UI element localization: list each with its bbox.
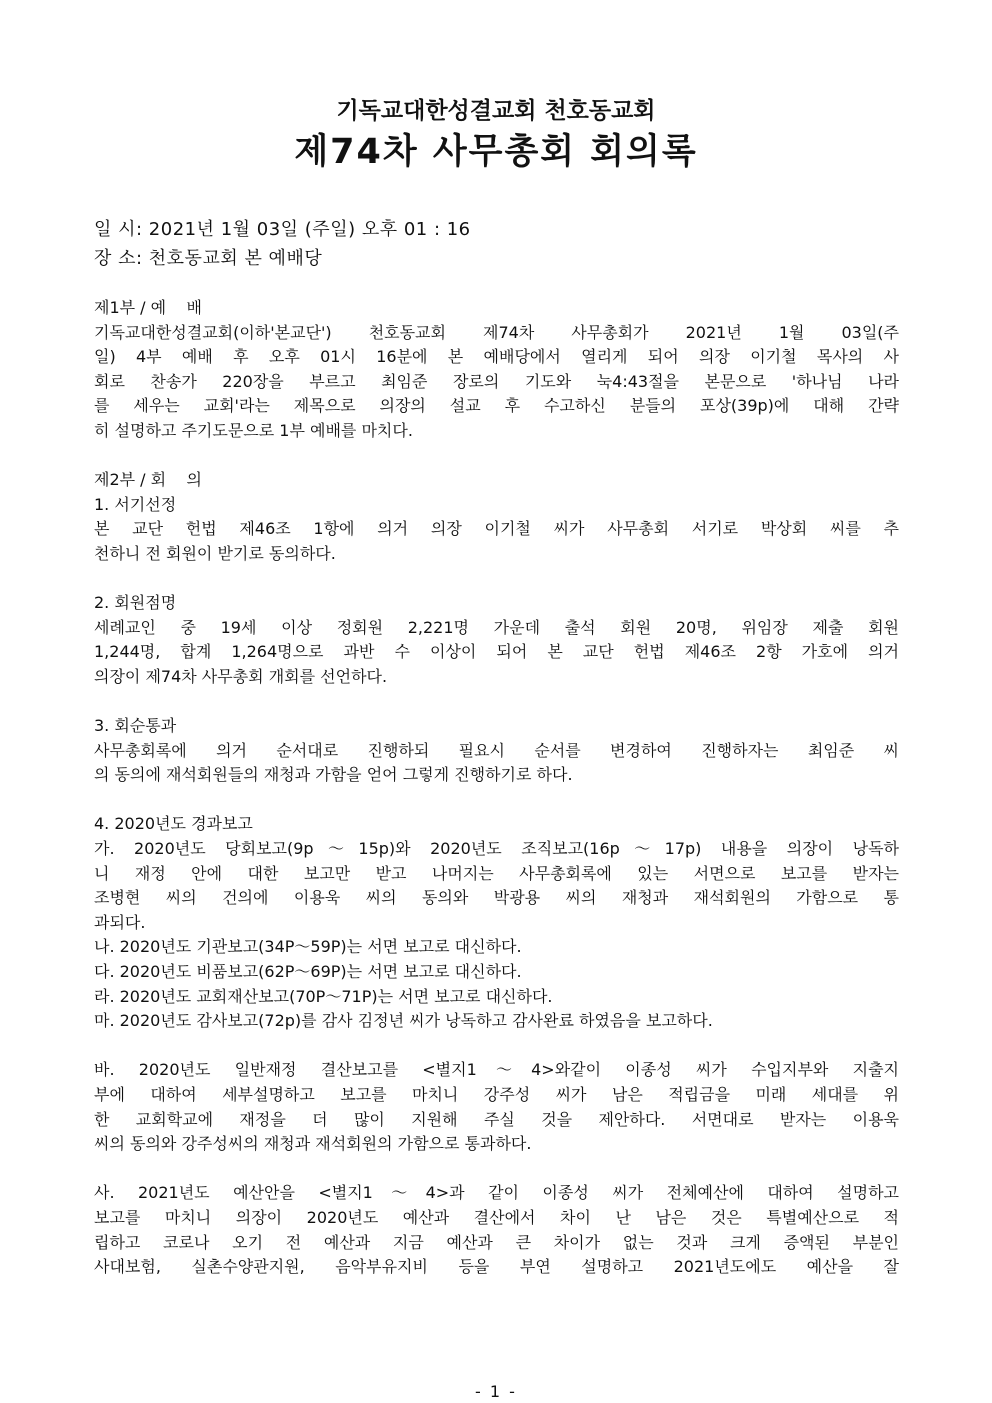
- paragraph-line: 과되다.: [94, 912, 146, 932]
- paragraph-line: 보고를 마치니 의장이 2020년도 예산과 결산에서 차이 난 남은 것은 특별예산으로 적: [94, 1207, 899, 1227]
- paragraph-line: 의장이 제74차 사무총회 개회를 선언하다.: [94, 666, 388, 686]
- paragraph-line: 천하니 전 회원이 받기로 동의하다.: [94, 543, 336, 563]
- meeting-place: 장 소: 천호동교회 본 예배당: [94, 248, 323, 269]
- part2-heading: 제2부 / 회 의: [94, 470, 202, 490]
- paragraph-line: 립하고 코로나 오기 전 예산과 지금 예산과 큰 차이가 없는 것과 크게 증액된 부분인: [94, 1232, 899, 1252]
- part1-heading: 제1부 / 예 배: [94, 298, 202, 317]
- paragraph-line: 를 세우는 교회'라는 제목으로 의장의 설교 후 수고하신 분들의 포상(39p)에 대해 간략: [94, 396, 899, 416]
- paragraph-line: 본 교단 헌법 제46조 1항에 의거 의장 이기철 씨가 사무총회 서기로 박상회 씨를 추: [94, 519, 899, 539]
- sub-item-ma: 마. 2020년도 감사보고(72p)를 감사 김정년 씨가 낭독하고 감사완료 하였음을 보고하다.: [94, 1011, 713, 1031]
- sub-item-ra: 라. 2020년도 교회재산보고(70P～71P)는 서면 보고로 대신하다.: [94, 986, 553, 1006]
- paragraph-line: 바. 2020년도 일반재정 결산보고를 <별지1～4>와같이 이종성 씨가 수입지부와 지출지: [94, 1060, 899, 1080]
- paragraph-line: 사. 2021년도 예산안을 <별지1～4>과 같이 이종성 씨가 전체예산에 대하여 설명하고: [94, 1183, 899, 1203]
- sub-item-da: 다. 2020년도 비품보고(62P～69P)는 서면 보고로 대신하다.: [94, 962, 522, 982]
- paragraph-line: 의 동의에 재석회원들의 재청과 가함을 얻어 그렇게 진행하기로 하다.: [94, 765, 573, 785]
- paragraph-line: 씨의 동의와 강주성씨의 재청과 재석회원의 가함으로 통과하다.: [94, 1134, 532, 1154]
- sub-item-na: 나. 2020년도 기관보고(34P～59P)는 서면 보고로 대신하다.: [94, 937, 522, 957]
- item3-heading: 3. 회순통과: [94, 716, 177, 736]
- document-body: [94, 296, 899, 1280]
- church-name: 기독교대한성결교회 천호동교회: [336, 98, 656, 124]
- paragraph-line: 한 교회학교에 재정을 더 많이 지원해 주실 것을 제안하다. 서면대로 받자는 이용욱: [94, 1109, 899, 1129]
- paragraph-line: 사무총회록에 의거 순서대로 진행하되 필요시 순서를 변경하여 진행하자는 최임준 씨: [94, 740, 899, 760]
- paragraph-line: 세례교인 중 19세 이상 정회원 2,221명 가운데 출석 회원 20명, 위임장 제출 회원: [94, 617, 899, 637]
- item4-heading: 4. 2020년도 경과보고: [94, 814, 253, 834]
- item1-heading: 1. 서기선정: [94, 494, 177, 514]
- paragraph-line: 가. 2020년도 당회보고(9p～15p)와 2020년도 조직보고(16p～17p) 내용을 의장이 낭독하: [94, 839, 899, 859]
- paragraph-line: 부에 대하여 세부설명하고 보고를 마치니 강주성 씨가 남은 적립금을 미래 세대를 위: [94, 1085, 899, 1104]
- paragraph-line: 사대보험, 실촌수양관지원, 음악부유지비 등을 부연 설명하고 2021년도에도 예산을 잘: [94, 1257, 899, 1277]
- paragraph-line: 조병현 씨의 건의에 이용욱 씨의 동의와 박광용 씨의 재청과 재석회원의 가함으로 통: [94, 888, 899, 908]
- item2-heading: 2. 회원점명: [94, 593, 177, 613]
- paragraph-line: 기독교대한성결교회(이하'본교단') 천호동교회 제74차 사무총회가 2021년 1월 03일(주: [94, 322, 899, 342]
- paragraph-line: 일) 4부 예배 후 오후 01시 16분에 본 예배당에서 열리게 되어 의장 이기철 목사의 사: [94, 347, 899, 367]
- meeting-date: 일 시: 2021년 1월 03일 (주일) 오후 01 : 16: [94, 219, 471, 240]
- document-title: 제74차 사무총회 회의록: [294, 132, 698, 172]
- paragraph-line: 히 설명하고 주기도문으로 1부 예배를 마치다.: [94, 420, 413, 440]
- page-number: - 1 -: [475, 1382, 517, 1401]
- paragraph-line: 니 재정 안에 대한 보고만 받고 나머지는 사무총회록에 있는 서면으로 보고를 받자는: [94, 863, 899, 883]
- paragraph-line: 1,244명, 합계 1,264명으로 과반 수 이상이 되어 본 교단 헌법 제46조 2항 가호에 의거: [94, 642, 899, 662]
- paragraph-line: 회로 찬송가 220장을 부르고 최임준 장로의 기도와 눅4:43절을 본문으로 '하나님 나라: [94, 371, 899, 391]
